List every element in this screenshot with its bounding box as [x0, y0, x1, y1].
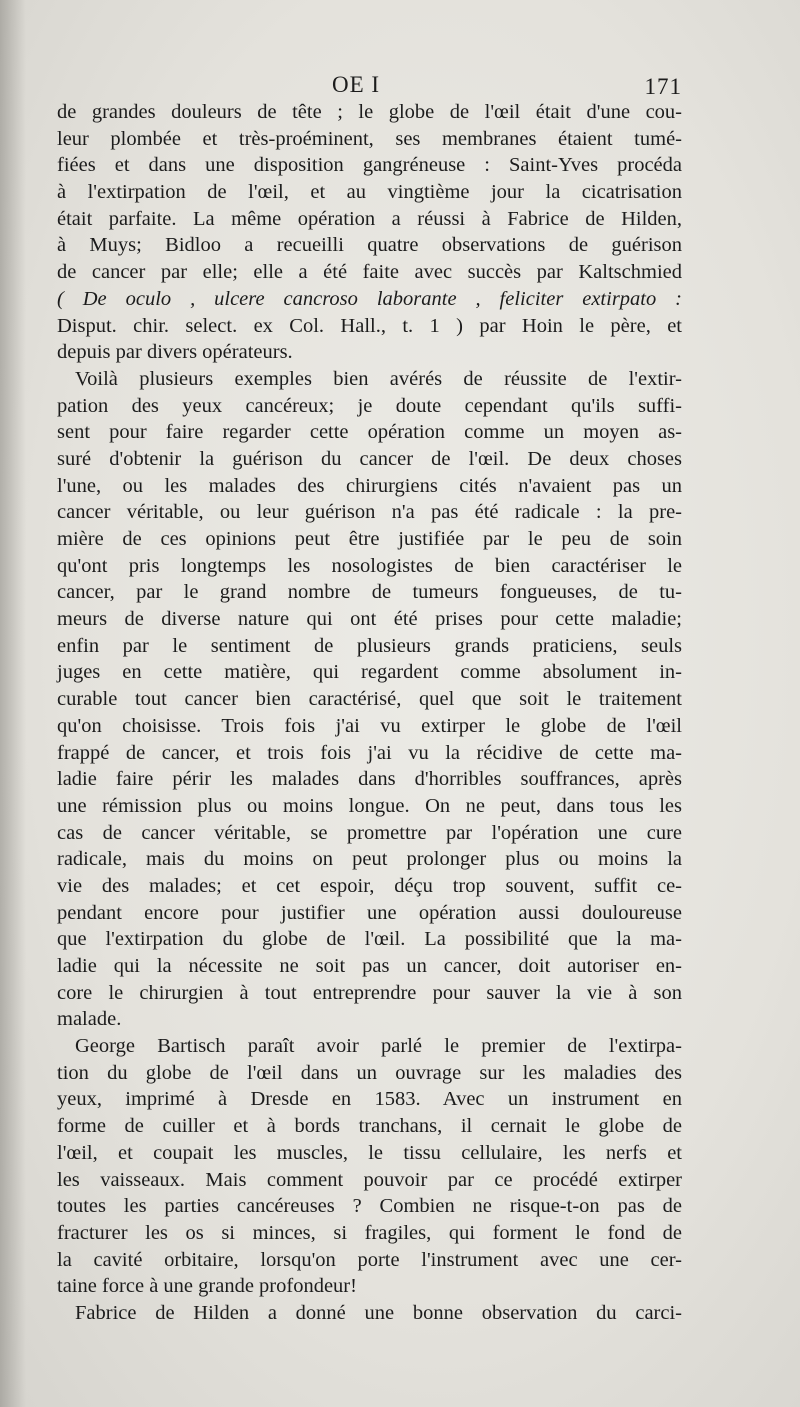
spine-shadow	[0, 0, 26, 1407]
text-line: ladie qui la nécessite ne soit pas un cancer, doit autoriser en-	[57, 955, 682, 977]
text-line: l'une, ou les malades des chirurgiens cités n'avaient pas un	[57, 474, 682, 497]
text-line: la cavité orbitaire, lorsqu'on porte l'instrument avec une cer-	[57, 1248, 682, 1271]
body-text	[57, 99, 682, 1327]
text-line: taine force à une grande profondeur!	[57, 1275, 357, 1298]
text-line: curable tout cancer bien caractérisé, quel que soit le traitement	[57, 688, 682, 711]
text-line: depuis par divers opérateurs.	[57, 341, 293, 364]
text-line: cancer véritable, ou leur guérison n'a pas été radicale : la pre-	[57, 501, 682, 524]
text-line: toutes les parties cancéreuses ? Combien ne risque-t-on pas de	[57, 1195, 682, 1218]
text-line: tion du globe de l'œil dans un ouvrage sur les maladies des	[57, 1061, 682, 1084]
text-line: était parfaite. La même opération a réussi à Fabrice de Hilden,	[57, 207, 682, 230]
text-line: radicale, mais du moins on peut prolonger plus ou moins la	[57, 848, 682, 871]
text-line: pendant encore pour justifier une opération aussi douloureuse	[57, 901, 682, 924]
text-line: à Muys; Bidloo a recueilli quatre observations de guérison	[57, 234, 682, 257]
text-line: vie des malades; et cet espoir, déçu trop souvent, suffit ce-	[57, 874, 682, 897]
text-line: qu'on choisisse. Trois fois j'ai vu extirper le globe de l'œil	[57, 714, 682, 737]
text-line: suré d'obtenir la guérison du cancer de l'œil. De deux choses	[57, 447, 682, 470]
text-line: Voilà plusieurs exemples bien avérés de réussite de l'extir-	[75, 367, 682, 390]
text-line: frappé de cancer, et trois fois j'ai vu la récidive de cette ma-	[57, 741, 682, 764]
text-line: malade.	[57, 1008, 122, 1031]
text-line: Fabrice de Hilden a donné une bonne observation du carci-	[75, 1301, 682, 1324]
text-line: Disput. chir. select. ex Col. Hall., t. 1 ) par Hoin le père, et	[57, 314, 682, 337]
text-line: l'œil, et coupait les muscles, le tissu cellulaire, les nerfs et	[57, 1141, 682, 1164]
text-line: sent pour faire regarder cette opération comme un moyen as-	[57, 421, 682, 444]
text-line: cancer, par le grand nombre de tumeurs fongueuses, de tu-	[57, 581, 682, 604]
text-line: une rémission plus ou moins longue. On ne peut, dans tous les	[57, 794, 682, 817]
text-line: ladie faire périr les malades dans d'horribles souffrances, après	[57, 768, 682, 791]
text-line: core le chirurgien à tout entreprendre pour sauver la vie à son	[57, 981, 682, 1004]
text-line: cas de cancer véritable, se promettre par l'opération une cure	[57, 821, 682, 844]
text-line: fiées et dans une disposition gangréneuse : Saint-Yves procéda	[57, 154, 682, 177]
text-line: yeux, imprimé à Dresde en 1583. Avec un instrument en	[57, 1088, 682, 1111]
page-header	[57, 72, 682, 102]
text-line: ( De oculo , ulcere cancroso laborante , feliciter extirpato :	[57, 287, 682, 310]
running-head: OE I	[332, 72, 381, 97]
page-number: 171	[644, 74, 682, 99]
text-line: pation des yeux cancéreux; je doute cependant qu'ils suffi-	[57, 394, 682, 417]
text-line: mière de ces opinions peut être justifiée par le peu de soin	[57, 528, 682, 550]
text-line: George Bartisch paraît avoir parlé le premier de l'extirpa-	[75, 1035, 682, 1058]
text-line: enfin par le sentiment de plusieurs grands praticiens, seuls	[57, 634, 682, 657]
text-line: forme de cuiller et à bords tranchans, il cernait le globe de	[57, 1115, 682, 1138]
text-line: que l'extirpation du globe de l'œil. La possibilité que la ma-	[57, 928, 682, 951]
text-line: les vaisseaux. Mais comment pouvoir par ce procédé extirper	[57, 1168, 682, 1191]
text-line: de cancer par elle; elle a été faite avec succès par Kaltschmied	[57, 261, 682, 284]
text-line: de grandes douleurs de tête ; le globe de l'œil était d'une cou-	[57, 101, 682, 123]
text-line: leur plombée et très-proéminent, ses membranes étaient tumé-	[57, 127, 682, 150]
text-line: fracturer les os si minces, si fragiles, qui forment le fond de	[57, 1221, 682, 1244]
text-line: qu'ont pris longtemps les nosologistes de bien caractériser le	[57, 554, 682, 577]
text-line: juges en cette matière, qui regardent comme absolument in-	[57, 661, 682, 684]
text-line: meurs de diverse nature qui ont été prises pour cette maladie;	[57, 608, 682, 631]
text-line: à l'extirpation de l'œil, et au vingtième jour la cicatrisation	[57, 181, 682, 204]
